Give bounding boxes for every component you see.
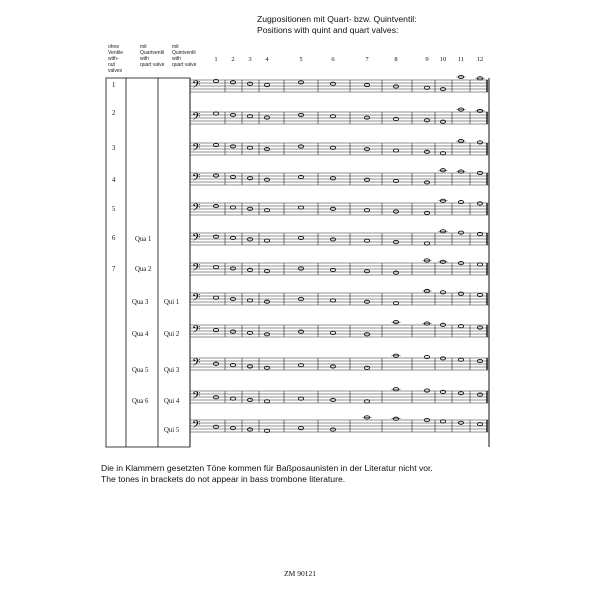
row-label-quint: Qui 2 bbox=[164, 331, 180, 338]
staves-group bbox=[190, 75, 489, 434]
position-number: 10 bbox=[439, 56, 447, 63]
bass-clef-icon: 𝄢 bbox=[192, 390, 201, 405]
row-label-quint: Qui 4 bbox=[164, 398, 180, 405]
bass-clef-icon: 𝄢 bbox=[192, 324, 201, 339]
note-head bbox=[330, 428, 335, 431]
bass-clef-icon: 𝄢 bbox=[192, 111, 201, 126]
note-head bbox=[424, 119, 429, 122]
row-label-no-valves: 6 bbox=[112, 235, 116, 242]
bass-clef-icon: 𝄢 bbox=[192, 202, 201, 217]
note-head bbox=[458, 231, 463, 234]
row-label-no-valves: 2 bbox=[112, 110, 116, 117]
note-head bbox=[364, 270, 369, 273]
note-head bbox=[298, 267, 303, 270]
note-head bbox=[458, 292, 463, 295]
staff bbox=[190, 388, 489, 405]
note-head bbox=[247, 365, 252, 368]
staff bbox=[190, 139, 489, 157]
note-head bbox=[364, 178, 369, 181]
row-label-quart: Qua 4 bbox=[132, 331, 149, 338]
staff bbox=[190, 108, 489, 126]
staff bbox=[190, 416, 489, 434]
position-number: 8 bbox=[394, 56, 398, 63]
row-label-quart: Qua 6 bbox=[132, 398, 149, 405]
footnote-de: Die in Klammern gesetzten Töne kommen für Baßposaunisten in der Literatur nicht vor. bbox=[101, 463, 433, 473]
note-head bbox=[264, 366, 269, 369]
note-head bbox=[330, 177, 335, 180]
staff bbox=[190, 289, 489, 307]
note-head bbox=[247, 428, 252, 431]
position-number: 7 bbox=[365, 56, 369, 63]
position-number: 2 bbox=[231, 56, 235, 63]
note-head bbox=[298, 427, 303, 430]
note-head bbox=[230, 145, 235, 148]
header-quart-valve: mit Quartventil with quart valve bbox=[140, 44, 165, 68]
note-head bbox=[424, 242, 429, 245]
position-number: 3 bbox=[248, 56, 252, 63]
note-head bbox=[298, 330, 303, 333]
position-number: 5 bbox=[299, 56, 303, 63]
note-head bbox=[264, 300, 269, 303]
row-label-quint: Qui 3 bbox=[164, 367, 180, 374]
row-label-quart: Qua 5 bbox=[132, 367, 149, 374]
note-head bbox=[330, 238, 335, 241]
note-head bbox=[393, 85, 398, 88]
note-head bbox=[230, 330, 235, 333]
note-head bbox=[213, 425, 218, 428]
note-head bbox=[213, 174, 218, 177]
note-head bbox=[364, 333, 369, 336]
staff bbox=[190, 75, 489, 94]
row-label-no-valves: 5 bbox=[112, 206, 116, 213]
note-head bbox=[213, 329, 218, 332]
staff bbox=[190, 169, 489, 187]
title-line-de: Zugpositionen mit Quart- bzw. Quintventil: bbox=[257, 14, 417, 24]
note-head bbox=[213, 112, 218, 115]
note-head bbox=[230, 397, 235, 400]
position-number: 9 bbox=[425, 56, 429, 63]
note-head bbox=[477, 202, 482, 205]
note-head bbox=[247, 82, 252, 85]
note-head bbox=[393, 149, 398, 152]
staff bbox=[190, 354, 489, 372]
footnote bbox=[101, 463, 433, 485]
note-head bbox=[477, 263, 482, 266]
note-head bbox=[477, 393, 482, 396]
position-number: 6 bbox=[331, 56, 335, 63]
title-line-en: Positions with quint and quart valves: bbox=[257, 25, 399, 35]
note-head bbox=[393, 271, 398, 274]
note-head bbox=[247, 268, 252, 271]
row-label-no-valves: 7 bbox=[112, 266, 116, 273]
note-head bbox=[247, 299, 252, 302]
bass-clef-icon: 𝄢 bbox=[192, 232, 201, 247]
note-head bbox=[298, 206, 303, 209]
row-label-no-valves: 1 bbox=[112, 82, 116, 89]
note-head bbox=[264, 116, 269, 119]
note-head bbox=[230, 81, 235, 84]
note-head bbox=[298, 81, 303, 84]
row-label-quart: Qua 1 bbox=[135, 236, 152, 243]
note-head bbox=[330, 82, 335, 85]
row-label-no-valves: 4 bbox=[112, 177, 116, 184]
note-head bbox=[330, 365, 335, 368]
header-quint-valve: mit Quintventil with quart valve bbox=[172, 44, 197, 68]
note-head bbox=[477, 141, 482, 144]
row-label-quint: Qui 1 bbox=[164, 299, 180, 306]
note-head bbox=[458, 392, 463, 395]
note-head bbox=[440, 420, 445, 423]
note-head bbox=[213, 362, 218, 365]
note-head bbox=[230, 206, 235, 209]
catalog-number: ZM 90121 bbox=[284, 569, 316, 578]
header-no-valves: ohne Ventile with- out valves bbox=[108, 44, 124, 74]
note-head bbox=[247, 177, 252, 180]
staff bbox=[190, 230, 489, 247]
staff bbox=[190, 259, 489, 277]
note-head bbox=[364, 116, 369, 119]
position-number: 11 bbox=[457, 56, 465, 63]
note-head bbox=[424, 389, 429, 392]
note-head bbox=[440, 291, 445, 294]
staff bbox=[190, 199, 489, 217]
bass-clef-icon: 𝄢 bbox=[192, 262, 201, 277]
note-head bbox=[364, 366, 369, 369]
row-label-quart: Qua 3 bbox=[132, 299, 149, 306]
note-head bbox=[230, 267, 235, 270]
bass-clef-icon: 𝄢 bbox=[192, 79, 201, 94]
note-head bbox=[477, 326, 482, 329]
position-number: 12 bbox=[476, 56, 484, 63]
row-label-quart: Qua 2 bbox=[135, 266, 152, 273]
row-label-quint: Qui 5 bbox=[164, 427, 180, 434]
note-head bbox=[247, 238, 252, 241]
row-label-no-valves: 3 bbox=[112, 145, 116, 152]
bass-clef-icon: 𝄢 bbox=[192, 142, 201, 157]
bass-clef-icon: 𝄢 bbox=[192, 292, 201, 307]
note-head bbox=[424, 181, 429, 184]
position-number: 4 bbox=[265, 56, 269, 63]
label-column-frame bbox=[106, 78, 190, 447]
note-head bbox=[440, 120, 445, 123]
note-head bbox=[298, 145, 303, 148]
position-number: 1 bbox=[214, 56, 218, 63]
bass-clef-icon: 𝄢 bbox=[192, 357, 201, 372]
note-head bbox=[330, 299, 335, 302]
bass-clef-icon: 𝄢 bbox=[192, 419, 201, 434]
note-head bbox=[213, 235, 218, 238]
footnote-en: The tones in brackets do not appear in bass trombone literature. bbox=[101, 474, 346, 484]
staff bbox=[190, 321, 489, 339]
bass-clef-icon: 𝄢 bbox=[192, 172, 201, 187]
note-head bbox=[264, 270, 269, 273]
note-head bbox=[440, 357, 445, 360]
note-head bbox=[264, 178, 269, 181]
note-head bbox=[393, 210, 398, 213]
